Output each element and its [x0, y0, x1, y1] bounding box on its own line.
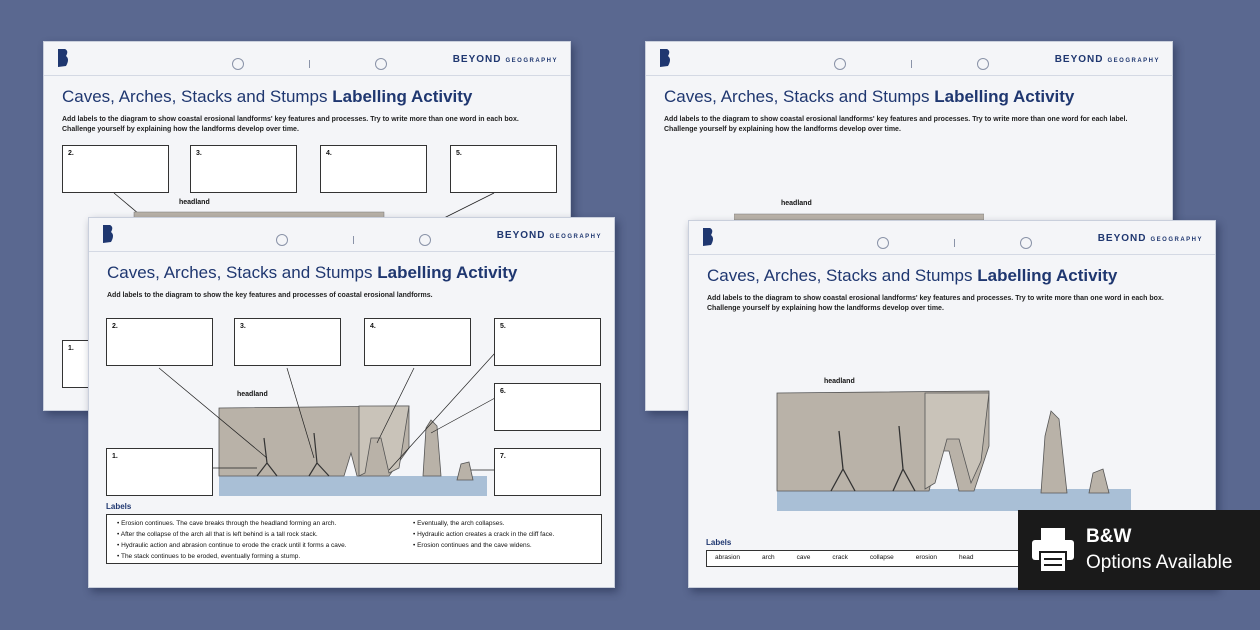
label-box-4[interactable]: 4. — [364, 318, 471, 366]
label-box-5[interactable]: 5. — [494, 318, 601, 366]
label-option: • Erosion continues and the cave widens. — [413, 540, 598, 551]
word-option: arch — [761, 554, 775, 561]
badge-subtitle: Options Available — [1086, 552, 1233, 573]
word-option: cave — [796, 554, 811, 561]
label-box-1[interactable]: 1. — [106, 448, 213, 496]
brand-wordmark: BEYOND GEOGRAPHY — [452, 54, 558, 65]
page-title: Caves, Arches, Stacks and Stumps Labelling Activity — [707, 266, 1118, 285]
punch-hole — [977, 58, 989, 70]
word-option: erosion — [915, 554, 938, 561]
label-box-4[interactable]: 4. — [320, 145, 427, 193]
label-box-2[interactable]: 2. — [106, 318, 213, 366]
label-box-5[interactable]: 5. — [450, 145, 557, 193]
label-option: • The stack continues to be eroded, eventually forming a stump. — [117, 551, 407, 562]
labels-heading: Labels — [706, 538, 732, 547]
label-option: • After the collapse of the arch all that is left behind is a tall rock stack. — [117, 529, 407, 540]
page-title: Caves, Arches, Stacks and Stumps Labelling Activity — [62, 87, 473, 106]
word-option: collapse — [869, 554, 894, 561]
sheet-header — [646, 42, 1172, 76]
headland-label: headland — [824, 378, 855, 385]
word-option: head — [959, 554, 974, 561]
printer-icon — [1030, 526, 1076, 574]
label-box-1[interactable]: 1. — [62, 340, 169, 388]
labels-list — [106, 514, 602, 564]
headland-label: headland — [179, 199, 210, 206]
word-option: abrasion — [715, 554, 740, 561]
label-box-2[interactable]: 2. — [62, 145, 169, 193]
instructions: Add labels to the diagram to show coastal erosional landforms' key features and processes. Try to write more than one word in each box. Challenge yourself by explaining how the landforms develop over time. — [707, 295, 1164, 312]
punch-hole — [834, 58, 846, 70]
label-box-3[interactable]: 3. — [234, 318, 341, 366]
brand-wordmark: BEYOND GEOGRAPHY — [1097, 233, 1203, 244]
label-option: • Eventually, the arch collapses. — [413, 518, 598, 529]
badge-title: B&W — [1086, 526, 1132, 547]
brand-wordmark: BEYOND GEOGRAPHY — [1054, 54, 1160, 65]
label-box-6[interactable]: 6. — [494, 383, 601, 431]
page-title: Caves, Arches, Stacks and Stumps Labelling Activity — [107, 263, 518, 282]
label-box-3[interactable]: 3. — [190, 145, 297, 193]
label-option: • Hydraulic action creates a crack in the cliff face. — [413, 529, 598, 540]
instructions: Add labels to the diagram to show coastal erosional landforms' key features and processes. Try to write more than one word in each box. Challenge yourself by explaining how the landforms develop over time. — [62, 116, 519, 133]
bw-options-badge — [1018, 510, 1260, 590]
headland-label: headland — [781, 200, 812, 207]
label-option: • Hydraulic action and abrasion continue to erode the crack until it forms a cave. — [117, 540, 407, 551]
brand-wordmark: BEYOND GEOGRAPHY — [496, 230, 602, 241]
instructions: Add labels to the diagram to show coastal erosional landforms' key features and processes. Try to write more than one word for each label. Challenge yourself by explaining how the landforms develop over time. — [664, 116, 1128, 133]
fold-mark — [911, 60, 912, 68]
instructions: Add labels to the diagram to show the key features and processes of coastal erosional landforms. — [107, 292, 433, 299]
label-box-7[interactable]: 7. — [494, 448, 601, 496]
label-option: • Erosion continues. The cave breaks through the headland forming an arch. — [117, 518, 407, 529]
worksheet-front-left — [88, 217, 615, 588]
headland-label: headland — [237, 391, 268, 398]
page-title: Caves, Arches, Stacks and Stumps Labelling Activity — [664, 87, 1075, 106]
beyond-logo-icon — [658, 48, 672, 68]
word-option: crack — [832, 554, 848, 561]
labels-heading: Labels — [106, 502, 132, 511]
